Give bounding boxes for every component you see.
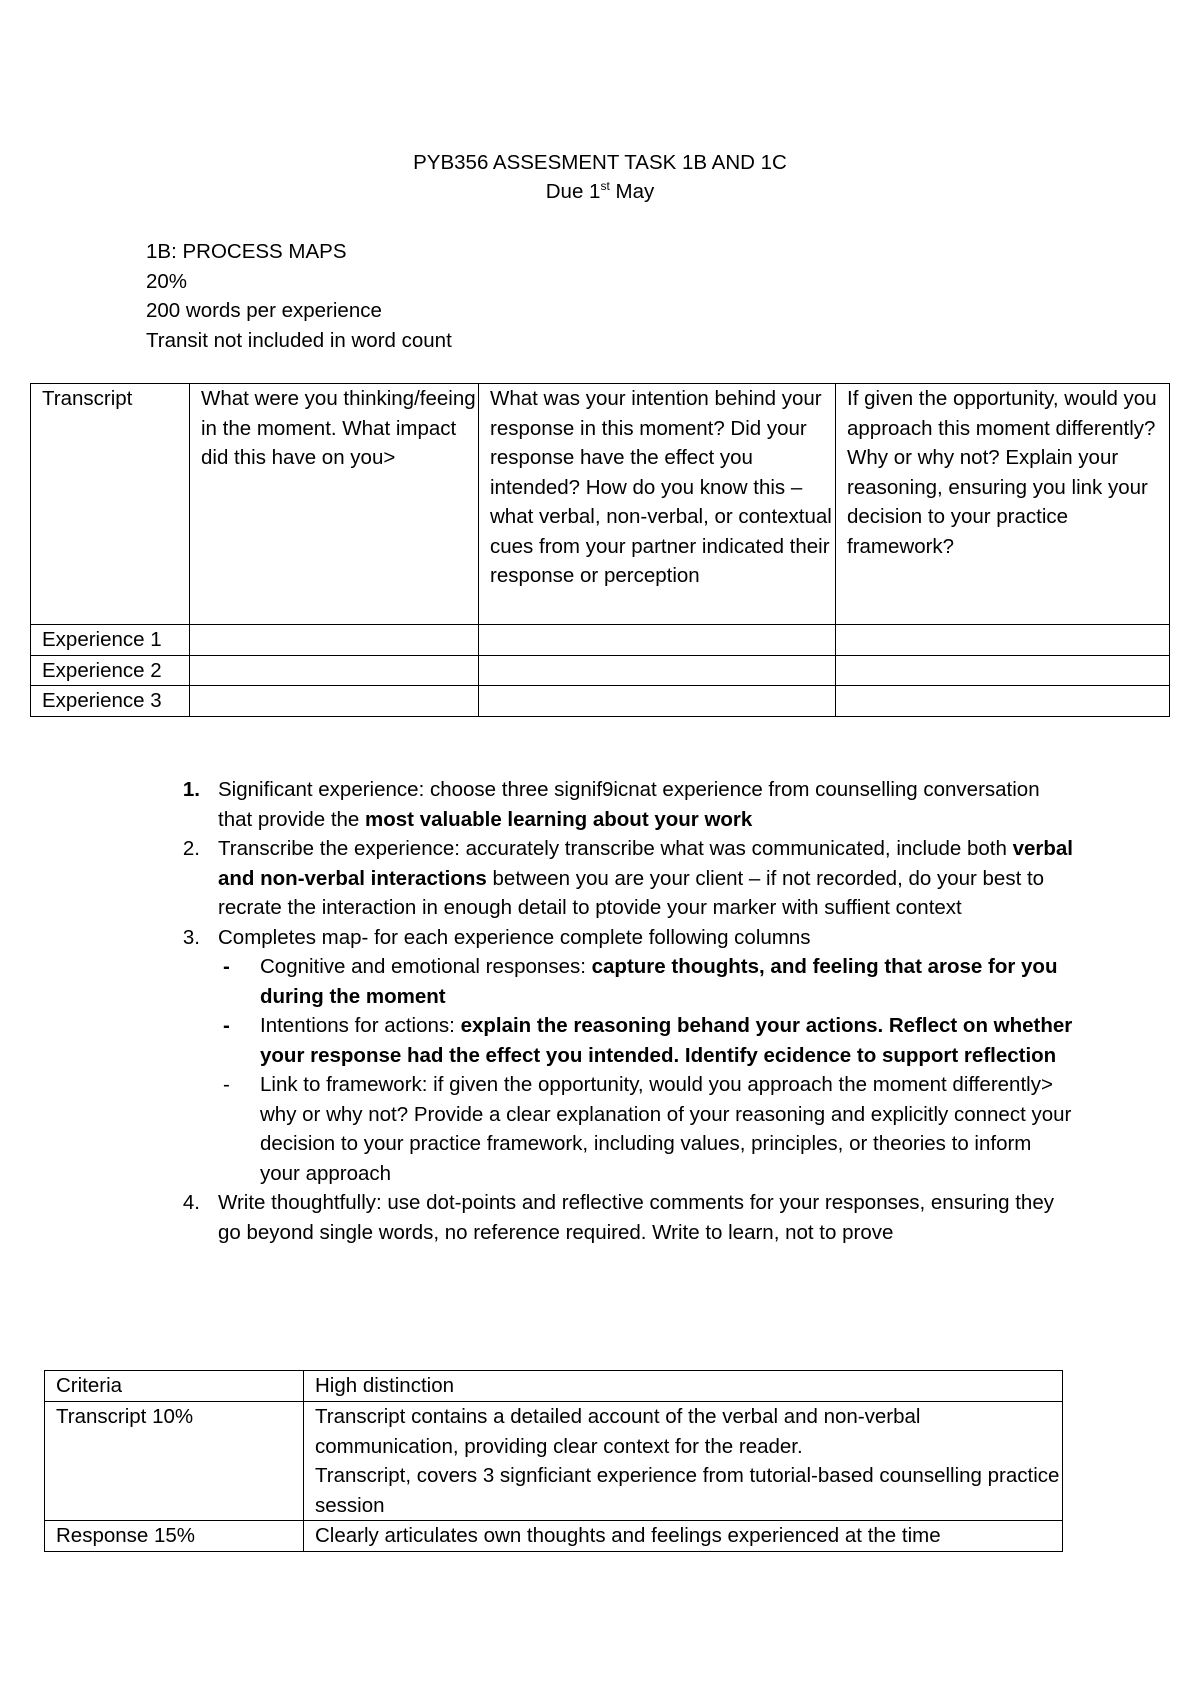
criteria-label: Transcript 10%: [45, 1402, 304, 1521]
row-label: Experience 2: [31, 655, 190, 686]
list-item: [176, 1188, 1076, 1247]
step-emphasis: most valuable learning about your work: [365, 807, 753, 831]
list-item: [176, 834, 1076, 923]
sub-list-item: [181, 1070, 1076, 1188]
weight: 20%: [146, 269, 188, 293]
list-number: 2.: [182, 837, 200, 860]
empty-cell: [190, 655, 479, 686]
criteria-text: Transcript, covers 3 signficiant experience from tutorial-based counselling practice session: [315, 1464, 1060, 1517]
process-map-table: [30, 383, 1170, 717]
header-cell: Criteria: [45, 1371, 304, 1402]
list-item: [176, 775, 1076, 834]
empty-cell: [479, 625, 836, 656]
header-cell: Transcript: [31, 384, 190, 625]
header-cell: If given the opportunity, would you approach this moment differently? Why or why not? Explain your reasoning, ensuring you link your decision to your practice framework?: [836, 384, 1170, 625]
criteria-text: Transcript contains a detailed account of the verbal and non-verbal communication, providing clear context for the reader.: [315, 1405, 921, 1458]
table-header-row: [45, 1371, 1063, 1402]
step-text: Significant experience: choose three signif9icnat experience from counselling conversation that provide the: [218, 778, 1040, 831]
empty-cell: [836, 655, 1170, 686]
step-text: Transcribe the experience: accurately transcribe what was communicated, include both: [218, 837, 1013, 860]
document-header: [0, 148, 1200, 206]
header-cell: What was your intention behind your response in this moment? Did your response have the effect you intended? How do you know this – what verbal, non-verbal, or contextual cues from your partner indicated their response or perception: [479, 384, 836, 625]
sub-list-item: [181, 1011, 1076, 1070]
document-title: PYB356 ASSESMENT TASK 1B AND 1C: [413, 151, 787, 174]
list-number: 4.: [182, 1191, 200, 1214]
due-date: [0, 177, 1200, 206]
step-text: Write thoughtfully: use dot-points and reflective comments for your responses, ensuring they go beyond single words, no reference required. Write to learn, not to prove: [218, 1191, 1054, 1244]
step-emphasis: capture thoughts, and feeling that arose for you during the moment: [260, 955, 1058, 1008]
table-row: [31, 686, 1170, 717]
due-prefix: Due 1: [545, 180, 601, 203]
list-number: 3.: [182, 925, 200, 949]
criteria-description: Clearly articulates own thoughts and feelings experienced at the time: [304, 1521, 1063, 1552]
list-number: 1.: [182, 778, 200, 801]
row-label: Experience 1: [31, 625, 190, 656]
table-row: [45, 1402, 1063, 1521]
criteria-description: [304, 1402, 1063, 1521]
step-emphasis: verbal and non-verbal interactions: [218, 837, 1073, 890]
table-row: [45, 1521, 1063, 1552]
step-text: Cognitive and emotional responses:: [260, 955, 592, 978]
header-cell: High distinction: [304, 1371, 1063, 1402]
step-text: Completes map- for each experience complete following columns: [218, 925, 811, 949]
header-cell: What were you thinking/feeing in the moment. What impact did this have on you>: [190, 384, 479, 625]
sub-list-item: [181, 952, 1076, 1011]
due-superscript: st: [600, 179, 610, 193]
table-header-row: [31, 384, 1170, 625]
step-emphasis: explain the reasoning behand your actions. Reflect on whether your response had the effect you intended. Identify ecidence to support reflection: [260, 1014, 1073, 1067]
empty-cell: [836, 686, 1170, 717]
empty-cell: [836, 625, 1170, 656]
instruction-list: [176, 775, 1076, 1247]
table-row: [31, 625, 1170, 656]
due-suffix: May: [609, 180, 655, 203]
word-count-note: Transit not included in word count: [146, 328, 452, 352]
dash-bullet: -: [223, 1014, 230, 1037]
dash-bullet: -: [223, 955, 230, 978]
empty-cell: [479, 655, 836, 686]
step-text: between you are your client – if not recorded, do your best to recrate the interaction in enough detail to ptovide your marker with suffient context: [218, 866, 1045, 919]
empty-cell: [190, 686, 479, 717]
empty-cell: [479, 686, 836, 717]
step-text: Link to framework: if given the opportunity, would you approach the moment differently> why or why not? Provide a clear explanation of your reasoning and explicitly connect your decision to your practice framework, including values, principles, or theories to inform your approach: [260, 1073, 1072, 1185]
table-row: [31, 655, 1170, 686]
dash-bullet: -: [223, 1073, 230, 1096]
section-heading: 1B: PROCESS MAPS: [146, 240, 347, 263]
word-limit: 200 words per experience: [146, 299, 382, 322]
criteria-label: Response 15%: [45, 1521, 304, 1552]
task-info: [146, 237, 452, 355]
empty-cell: [190, 625, 479, 656]
list-item: [176, 923, 1076, 1189]
step-text: Intentions for actions:: [260, 1014, 461, 1037]
row-label: Experience 3: [31, 686, 190, 717]
criteria-table: [44, 1370, 1063, 1552]
